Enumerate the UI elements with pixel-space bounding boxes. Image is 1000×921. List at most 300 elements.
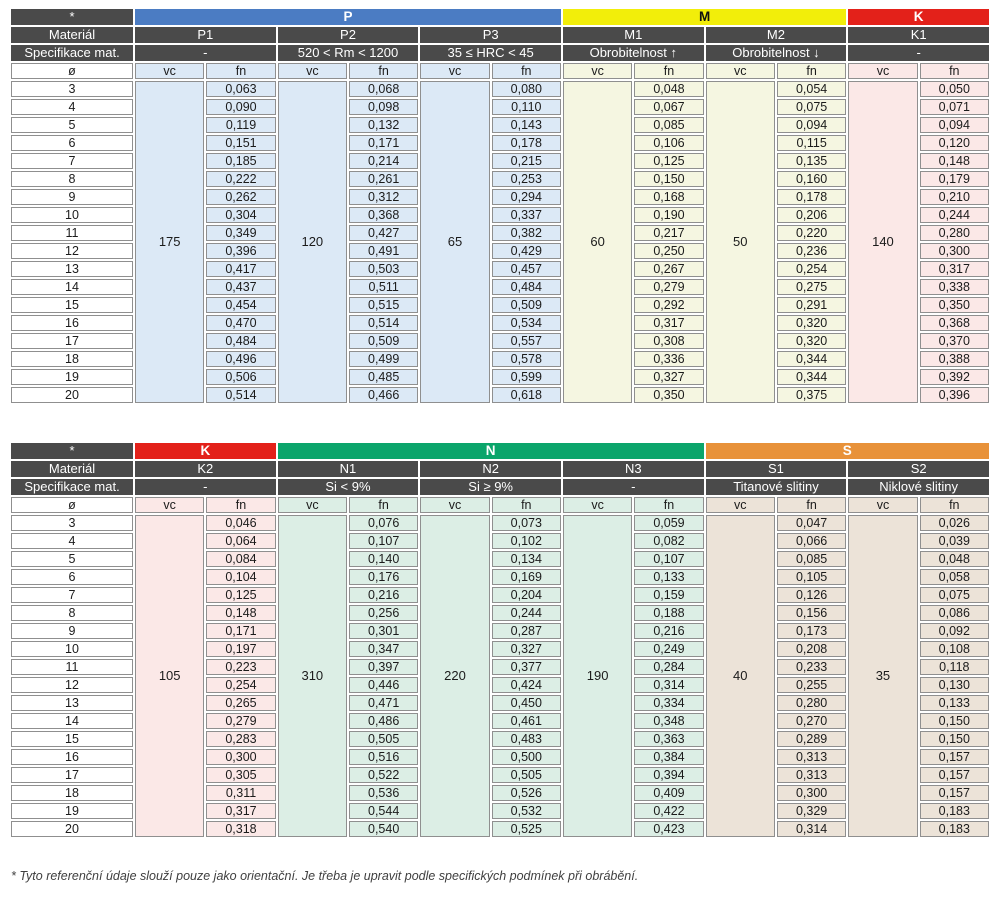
fn-value-P1: 0,349 [206, 225, 275, 241]
material-code-M2: M2 [706, 27, 847, 43]
fn-value-M1: 0,308 [634, 333, 703, 349]
diameter-value: 17 [11, 333, 133, 349]
diameter-value: 5 [11, 551, 133, 567]
fn-value-S1: 0,314 [777, 821, 846, 837]
fn-value-K2: 0,300 [206, 749, 275, 765]
fn-value-P3: 0,429 [492, 243, 561, 259]
diameter-value: 10 [11, 641, 133, 657]
vc-header-P3: vc [420, 63, 489, 79]
fn-value-P3: 0,509 [492, 297, 561, 313]
fn-value-K2: 0,311 [206, 785, 275, 801]
fn-value-K2: 0,265 [206, 695, 275, 711]
diameter-value: 9 [11, 623, 133, 639]
fn-value-K1: 0,050 [920, 81, 989, 97]
fn-header-N3: fn [634, 497, 703, 513]
fn-value-N3: 0,394 [634, 767, 703, 783]
diameter-value: 11 [11, 225, 133, 241]
fn-value-S1: 0,173 [777, 623, 846, 639]
fn-value-M2: 0,344 [777, 351, 846, 367]
fn-value-M1: 0,150 [634, 171, 703, 187]
fn-value-S1: 0,270 [777, 713, 846, 729]
fn-value-P2: 0,514 [349, 315, 418, 331]
fn-value-P1: 0,470 [206, 315, 275, 331]
fn-header-S1: fn [777, 497, 846, 513]
fn-value-S2: 0,183 [920, 803, 989, 819]
fn-value-P2: 0,511 [349, 279, 418, 295]
fn-value-P1: 0,151 [206, 135, 275, 151]
vc-value-S1: 40 [706, 515, 775, 837]
fn-value-N2: 0,526 [492, 785, 561, 801]
fn-value-N1: 0,516 [349, 749, 418, 765]
fn-value-M1: 0,267 [634, 261, 703, 277]
fn-value-N1: 0,256 [349, 605, 418, 621]
fn-value-P1: 0,396 [206, 243, 275, 259]
vc-value-S2: 35 [848, 515, 917, 837]
fn-value-P3: 0,484 [492, 279, 561, 295]
fn-value-M1: 0,279 [634, 279, 703, 295]
fn-value-P2: 0,503 [349, 261, 418, 277]
vc-header-S2: vc [848, 497, 917, 513]
diameter-value: 14 [11, 279, 133, 295]
diameter-value: 8 [11, 171, 133, 187]
fn-value-N1: 0,347 [349, 641, 418, 657]
material-code-P3: P3 [420, 27, 561, 43]
fn-value-N3: 0,133 [634, 569, 703, 585]
vc-value-N1: 310 [278, 515, 347, 837]
fn-value-K1: 0,300 [920, 243, 989, 259]
fn-value-N3: 0,107 [634, 551, 703, 567]
fn-value-K1: 0,280 [920, 225, 989, 241]
fn-value-M1: 0,292 [634, 297, 703, 313]
fn-value-N2: 0,424 [492, 677, 561, 693]
fn-value-S2: 0,118 [920, 659, 989, 675]
fn-value-N1: 0,505 [349, 731, 418, 747]
diameter-header: ø [11, 63, 133, 79]
material-row-label: Materiál [11, 461, 133, 477]
band-M: M [563, 9, 846, 25]
fn-value-K1: 0,094 [920, 117, 989, 133]
corner-asterisk-cell: * [11, 9, 133, 25]
fn-value-S2: 0,157 [920, 749, 989, 765]
fn-value-N3: 0,188 [634, 605, 703, 621]
fn-value-K1: 0,338 [920, 279, 989, 295]
diameter-value: 7 [11, 587, 133, 603]
fn-value-S2: 0,075 [920, 587, 989, 603]
fn-value-P1: 0,484 [206, 333, 275, 349]
fn-value-K2: 0,064 [206, 533, 275, 549]
fn-value-S1: 0,085 [777, 551, 846, 567]
fn-value-S2: 0,048 [920, 551, 989, 567]
fn-value-K2: 0,223 [206, 659, 275, 675]
fn-value-M1: 0,190 [634, 207, 703, 223]
material-code-P1: P1 [135, 27, 276, 43]
diameter-value: 10 [11, 207, 133, 223]
material-code-S1: S1 [706, 461, 847, 477]
fn-value-K1: 0,148 [920, 153, 989, 169]
material-code-M1: M1 [563, 27, 704, 43]
spec-N1: Si < 9% [278, 479, 419, 495]
fn-value-M1: 0,048 [634, 81, 703, 97]
diameter-value: 12 [11, 243, 133, 259]
fn-value-P1: 0,185 [206, 153, 275, 169]
fn-value-K2: 0,125 [206, 587, 275, 603]
fn-value-M2: 0,115 [777, 135, 846, 151]
fn-value-M1: 0,067 [634, 99, 703, 115]
spec-P1: - [135, 45, 276, 61]
fn-value-S1: 0,233 [777, 659, 846, 675]
diameter-value: 12 [11, 677, 133, 693]
fn-value-M1: 0,317 [634, 315, 703, 331]
material-code-K1: K1 [848, 27, 989, 43]
fn-value-K1: 0,179 [920, 171, 989, 187]
fn-value-M1: 0,217 [634, 225, 703, 241]
material-code-K2: K2 [135, 461, 276, 477]
fn-value-N1: 0,471 [349, 695, 418, 711]
fn-value-M1: 0,168 [634, 189, 703, 205]
spec-K2: - [135, 479, 276, 495]
diameter-value: 16 [11, 315, 133, 331]
fn-value-S1: 0,255 [777, 677, 846, 693]
spec-row-label: Specifikace mat. [11, 479, 133, 495]
fn-value-P3: 0,178 [492, 135, 561, 151]
vc-value-M1: 60 [563, 81, 632, 403]
fn-value-N3: 0,409 [634, 785, 703, 801]
fn-value-N1: 0,536 [349, 785, 418, 801]
diameter-value: 19 [11, 803, 133, 819]
fn-header-S2: fn [920, 497, 989, 513]
fn-value-M1: 0,250 [634, 243, 703, 259]
fn-header-M2: fn [777, 63, 846, 79]
fn-value-M1: 0,336 [634, 351, 703, 367]
cutting-data-tables [9, 7, 991, 839]
fn-value-K1: 0,317 [920, 261, 989, 277]
fn-value-S2: 0,183 [920, 821, 989, 837]
fn-header-N1: fn [349, 497, 418, 513]
fn-value-S1: 0,300 [777, 785, 846, 801]
fn-value-P1: 0,506 [206, 369, 275, 385]
fn-value-M2: 0,320 [777, 333, 846, 349]
fn-value-N3: 0,348 [634, 713, 703, 729]
diameter-value: 9 [11, 189, 133, 205]
fn-value-N2: 0,134 [492, 551, 561, 567]
table-kns [9, 441, 991, 839]
fn-value-P3: 0,080 [492, 81, 561, 97]
fn-header-K2: fn [206, 497, 275, 513]
fn-value-K2: 0,171 [206, 623, 275, 639]
diameter-value: 14 [11, 713, 133, 729]
vc-value-N3: 190 [563, 515, 632, 837]
material-row-label: Materiál [11, 27, 133, 43]
fn-header-K1: fn [920, 63, 989, 79]
fn-value-S1: 0,313 [777, 749, 846, 765]
diameter-value: 13 [11, 261, 133, 277]
fn-value-K1: 0,396 [920, 387, 989, 403]
band-K: K [848, 9, 989, 25]
diameter-value: 19 [11, 369, 133, 385]
footnote: * Tyto referenční údaje slouží pouze jako orientační. Je třeba je upravit podle specifických podmínek při obrábění. [11, 869, 639, 883]
fn-value-M2: 0,291 [777, 297, 846, 313]
fn-value-P2: 0,509 [349, 333, 418, 349]
vc-header-P1: vc [135, 63, 204, 79]
fn-value-P1: 0,262 [206, 189, 275, 205]
fn-value-M2: 0,254 [777, 261, 846, 277]
fn-value-M2: 0,094 [777, 117, 846, 133]
fn-value-M2: 0,320 [777, 315, 846, 331]
vc-header-N3: vc [563, 497, 632, 513]
fn-value-N1: 0,397 [349, 659, 418, 675]
fn-value-P3: 0,143 [492, 117, 561, 133]
fn-value-P1: 0,417 [206, 261, 275, 277]
diameter-value: 20 [11, 387, 133, 403]
band-S: S [706, 443, 989, 459]
vc-header-M1: vc [563, 63, 632, 79]
fn-value-K2: 0,305 [206, 767, 275, 783]
fn-value-P2: 0,312 [349, 189, 418, 205]
fn-value-K2: 0,318 [206, 821, 275, 837]
diameter-value: 7 [11, 153, 133, 169]
fn-value-P3: 0,215 [492, 153, 561, 169]
diameter-value: 20 [11, 821, 133, 837]
fn-value-S2: 0,108 [920, 641, 989, 657]
fn-value-N1: 0,140 [349, 551, 418, 567]
fn-value-M2: 0,178 [777, 189, 846, 205]
fn-value-K1: 0,350 [920, 297, 989, 313]
fn-value-S1: 0,289 [777, 731, 846, 747]
fn-value-K2: 0,279 [206, 713, 275, 729]
vc-value-P3: 65 [420, 81, 489, 403]
vc-value-P2: 120 [278, 81, 347, 403]
fn-value-N1: 0,446 [349, 677, 418, 693]
vc-header-K2: vc [135, 497, 204, 513]
fn-value-P2: 0,466 [349, 387, 418, 403]
vc-header-N1: vc [278, 497, 347, 513]
fn-value-N1: 0,216 [349, 587, 418, 603]
fn-value-K1: 0,071 [920, 99, 989, 115]
fn-value-N2: 0,244 [492, 605, 561, 621]
fn-value-K1: 0,244 [920, 207, 989, 223]
fn-value-S2: 0,150 [920, 731, 989, 747]
diameter-value: 8 [11, 605, 133, 621]
fn-value-M2: 0,075 [777, 99, 846, 115]
material-code-P2: P2 [278, 27, 419, 43]
fn-value-P3: 0,337 [492, 207, 561, 223]
fn-header-P2: fn [349, 63, 418, 79]
fn-value-M2: 0,236 [777, 243, 846, 259]
diameter-value: 18 [11, 785, 133, 801]
fn-value-S1: 0,105 [777, 569, 846, 585]
fn-value-N2: 0,169 [492, 569, 561, 585]
diameter-value: 6 [11, 569, 133, 585]
fn-value-P1: 0,063 [206, 81, 275, 97]
material-code-N1: N1 [278, 461, 419, 477]
fn-value-M1: 0,350 [634, 387, 703, 403]
fn-value-P1: 0,304 [206, 207, 275, 223]
fn-value-S2: 0,130 [920, 677, 989, 693]
fn-value-K1: 0,388 [920, 351, 989, 367]
fn-value-K2: 0,317 [206, 803, 275, 819]
vc-header-P2: vc [278, 63, 347, 79]
fn-value-N1: 0,107 [349, 533, 418, 549]
fn-value-K1: 0,392 [920, 369, 989, 385]
fn-value-P1: 0,514 [206, 387, 275, 403]
fn-value-N3: 0,284 [634, 659, 703, 675]
fn-value-S1: 0,329 [777, 803, 846, 819]
fn-value-P3: 0,294 [492, 189, 561, 205]
diameter-header: ø [11, 497, 133, 513]
fn-value-N3: 0,249 [634, 641, 703, 657]
material-code-N2: N2 [420, 461, 561, 477]
fn-value-P2: 0,427 [349, 225, 418, 241]
fn-value-M2: 0,135 [777, 153, 846, 169]
fn-value-P3: 0,110 [492, 99, 561, 115]
fn-value-P2: 0,368 [349, 207, 418, 223]
fn-value-P1: 0,496 [206, 351, 275, 367]
fn-value-N1: 0,544 [349, 803, 418, 819]
fn-value-N2: 0,287 [492, 623, 561, 639]
fn-value-K1: 0,368 [920, 315, 989, 331]
vc-value-N2: 220 [420, 515, 489, 837]
fn-value-S2: 0,092 [920, 623, 989, 639]
fn-value-S1: 0,156 [777, 605, 846, 621]
fn-value-N3: 0,363 [634, 731, 703, 747]
fn-value-P2: 0,098 [349, 99, 418, 115]
fn-value-N3: 0,422 [634, 803, 703, 819]
diameter-value: 16 [11, 749, 133, 765]
fn-value-M1: 0,125 [634, 153, 703, 169]
material-code-S2: S2 [848, 461, 989, 477]
diameter-value: 4 [11, 99, 133, 115]
fn-value-K2: 0,046 [206, 515, 275, 531]
fn-value-S1: 0,313 [777, 767, 846, 783]
band-N: N [278, 443, 704, 459]
spec-row-label: Specifikace mat. [11, 45, 133, 61]
fn-value-K2: 0,254 [206, 677, 275, 693]
fn-value-P1: 0,454 [206, 297, 275, 313]
fn-value-P2: 0,068 [349, 81, 418, 97]
fn-value-S2: 0,058 [920, 569, 989, 585]
fn-value-K1: 0,370 [920, 333, 989, 349]
fn-value-P3: 0,534 [492, 315, 561, 331]
fn-value-N2: 0,500 [492, 749, 561, 765]
spec-N3: - [563, 479, 704, 495]
fn-value-S1: 0,280 [777, 695, 846, 711]
diameter-value: 11 [11, 659, 133, 675]
fn-value-K1: 0,210 [920, 189, 989, 205]
band-K: K [135, 443, 276, 459]
fn-header-P3: fn [492, 63, 561, 79]
fn-value-N1: 0,301 [349, 623, 418, 639]
fn-value-P1: 0,119 [206, 117, 275, 133]
fn-value-N2: 0,377 [492, 659, 561, 675]
vc-value-M2: 50 [706, 81, 775, 403]
fn-value-M2: 0,220 [777, 225, 846, 241]
fn-value-S1: 0,208 [777, 641, 846, 657]
fn-value-N3: 0,059 [634, 515, 703, 531]
fn-value-N3: 0,334 [634, 695, 703, 711]
fn-value-N3: 0,314 [634, 677, 703, 693]
fn-value-N2: 0,073 [492, 515, 561, 531]
fn-value-P1: 0,222 [206, 171, 275, 187]
diameter-value: 13 [11, 695, 133, 711]
fn-value-P3: 0,382 [492, 225, 561, 241]
fn-value-N1: 0,540 [349, 821, 418, 837]
fn-value-N1: 0,486 [349, 713, 418, 729]
fn-header-M1: fn [634, 63, 703, 79]
fn-value-S2: 0,157 [920, 767, 989, 783]
fn-value-M1: 0,085 [634, 117, 703, 133]
fn-value-P2: 0,485 [349, 369, 418, 385]
material-code-N3: N3 [563, 461, 704, 477]
fn-value-S1: 0,047 [777, 515, 846, 531]
fn-value-M2: 0,054 [777, 81, 846, 97]
fn-value-M2: 0,344 [777, 369, 846, 385]
vc-value-K1: 140 [848, 81, 917, 403]
fn-value-M2: 0,206 [777, 207, 846, 223]
fn-value-N1: 0,076 [349, 515, 418, 531]
fn-value-K2: 0,104 [206, 569, 275, 585]
fn-value-P2: 0,491 [349, 243, 418, 259]
diameter-value: 15 [11, 731, 133, 747]
fn-value-K2: 0,197 [206, 641, 275, 657]
fn-value-P2: 0,261 [349, 171, 418, 187]
fn-value-N2: 0,525 [492, 821, 561, 837]
fn-value-N2: 0,532 [492, 803, 561, 819]
fn-value-N3: 0,384 [634, 749, 703, 765]
spec-S2: Niklové slitiny [848, 479, 989, 495]
fn-value-P2: 0,499 [349, 351, 418, 367]
fn-value-S1: 0,066 [777, 533, 846, 549]
fn-value-P3: 0,618 [492, 387, 561, 403]
fn-value-N1: 0,176 [349, 569, 418, 585]
fn-value-N2: 0,327 [492, 641, 561, 657]
fn-value-P3: 0,557 [492, 333, 561, 349]
fn-value-M2: 0,160 [777, 171, 846, 187]
fn-value-K1: 0,120 [920, 135, 989, 151]
fn-value-N2: 0,450 [492, 695, 561, 711]
fn-value-P2: 0,132 [349, 117, 418, 133]
fn-header-N2: fn [492, 497, 561, 513]
fn-value-P3: 0,578 [492, 351, 561, 367]
vc-header-N2: vc [420, 497, 489, 513]
diameter-value: 3 [11, 515, 133, 531]
vc-value-K2: 105 [135, 515, 204, 837]
fn-header-P1: fn [206, 63, 275, 79]
fn-value-S2: 0,039 [920, 533, 989, 549]
fn-value-M2: 0,375 [777, 387, 846, 403]
fn-value-P1: 0,090 [206, 99, 275, 115]
diameter-value: 18 [11, 351, 133, 367]
fn-value-N3: 0,159 [634, 587, 703, 603]
diameter-value: 15 [11, 297, 133, 313]
fn-value-N2: 0,204 [492, 587, 561, 603]
fn-value-N2: 0,461 [492, 713, 561, 729]
table-row [11, 515, 989, 531]
fn-value-K2: 0,148 [206, 605, 275, 621]
diameter-value: 17 [11, 767, 133, 783]
fn-value-P3: 0,253 [492, 171, 561, 187]
fn-value-N3: 0,216 [634, 623, 703, 639]
fn-value-S2: 0,026 [920, 515, 989, 531]
spec-P2: 520 < Rm < 1200 [278, 45, 419, 61]
fn-value-S2: 0,150 [920, 713, 989, 729]
fn-value-S2: 0,157 [920, 785, 989, 801]
vc-header-M2: vc [706, 63, 775, 79]
vc-header-K1: vc [848, 63, 917, 79]
fn-value-N2: 0,483 [492, 731, 561, 747]
diameter-value: 6 [11, 135, 133, 151]
spec-N2: Si ≥ 9% [420, 479, 561, 495]
fn-value-P2: 0,171 [349, 135, 418, 151]
